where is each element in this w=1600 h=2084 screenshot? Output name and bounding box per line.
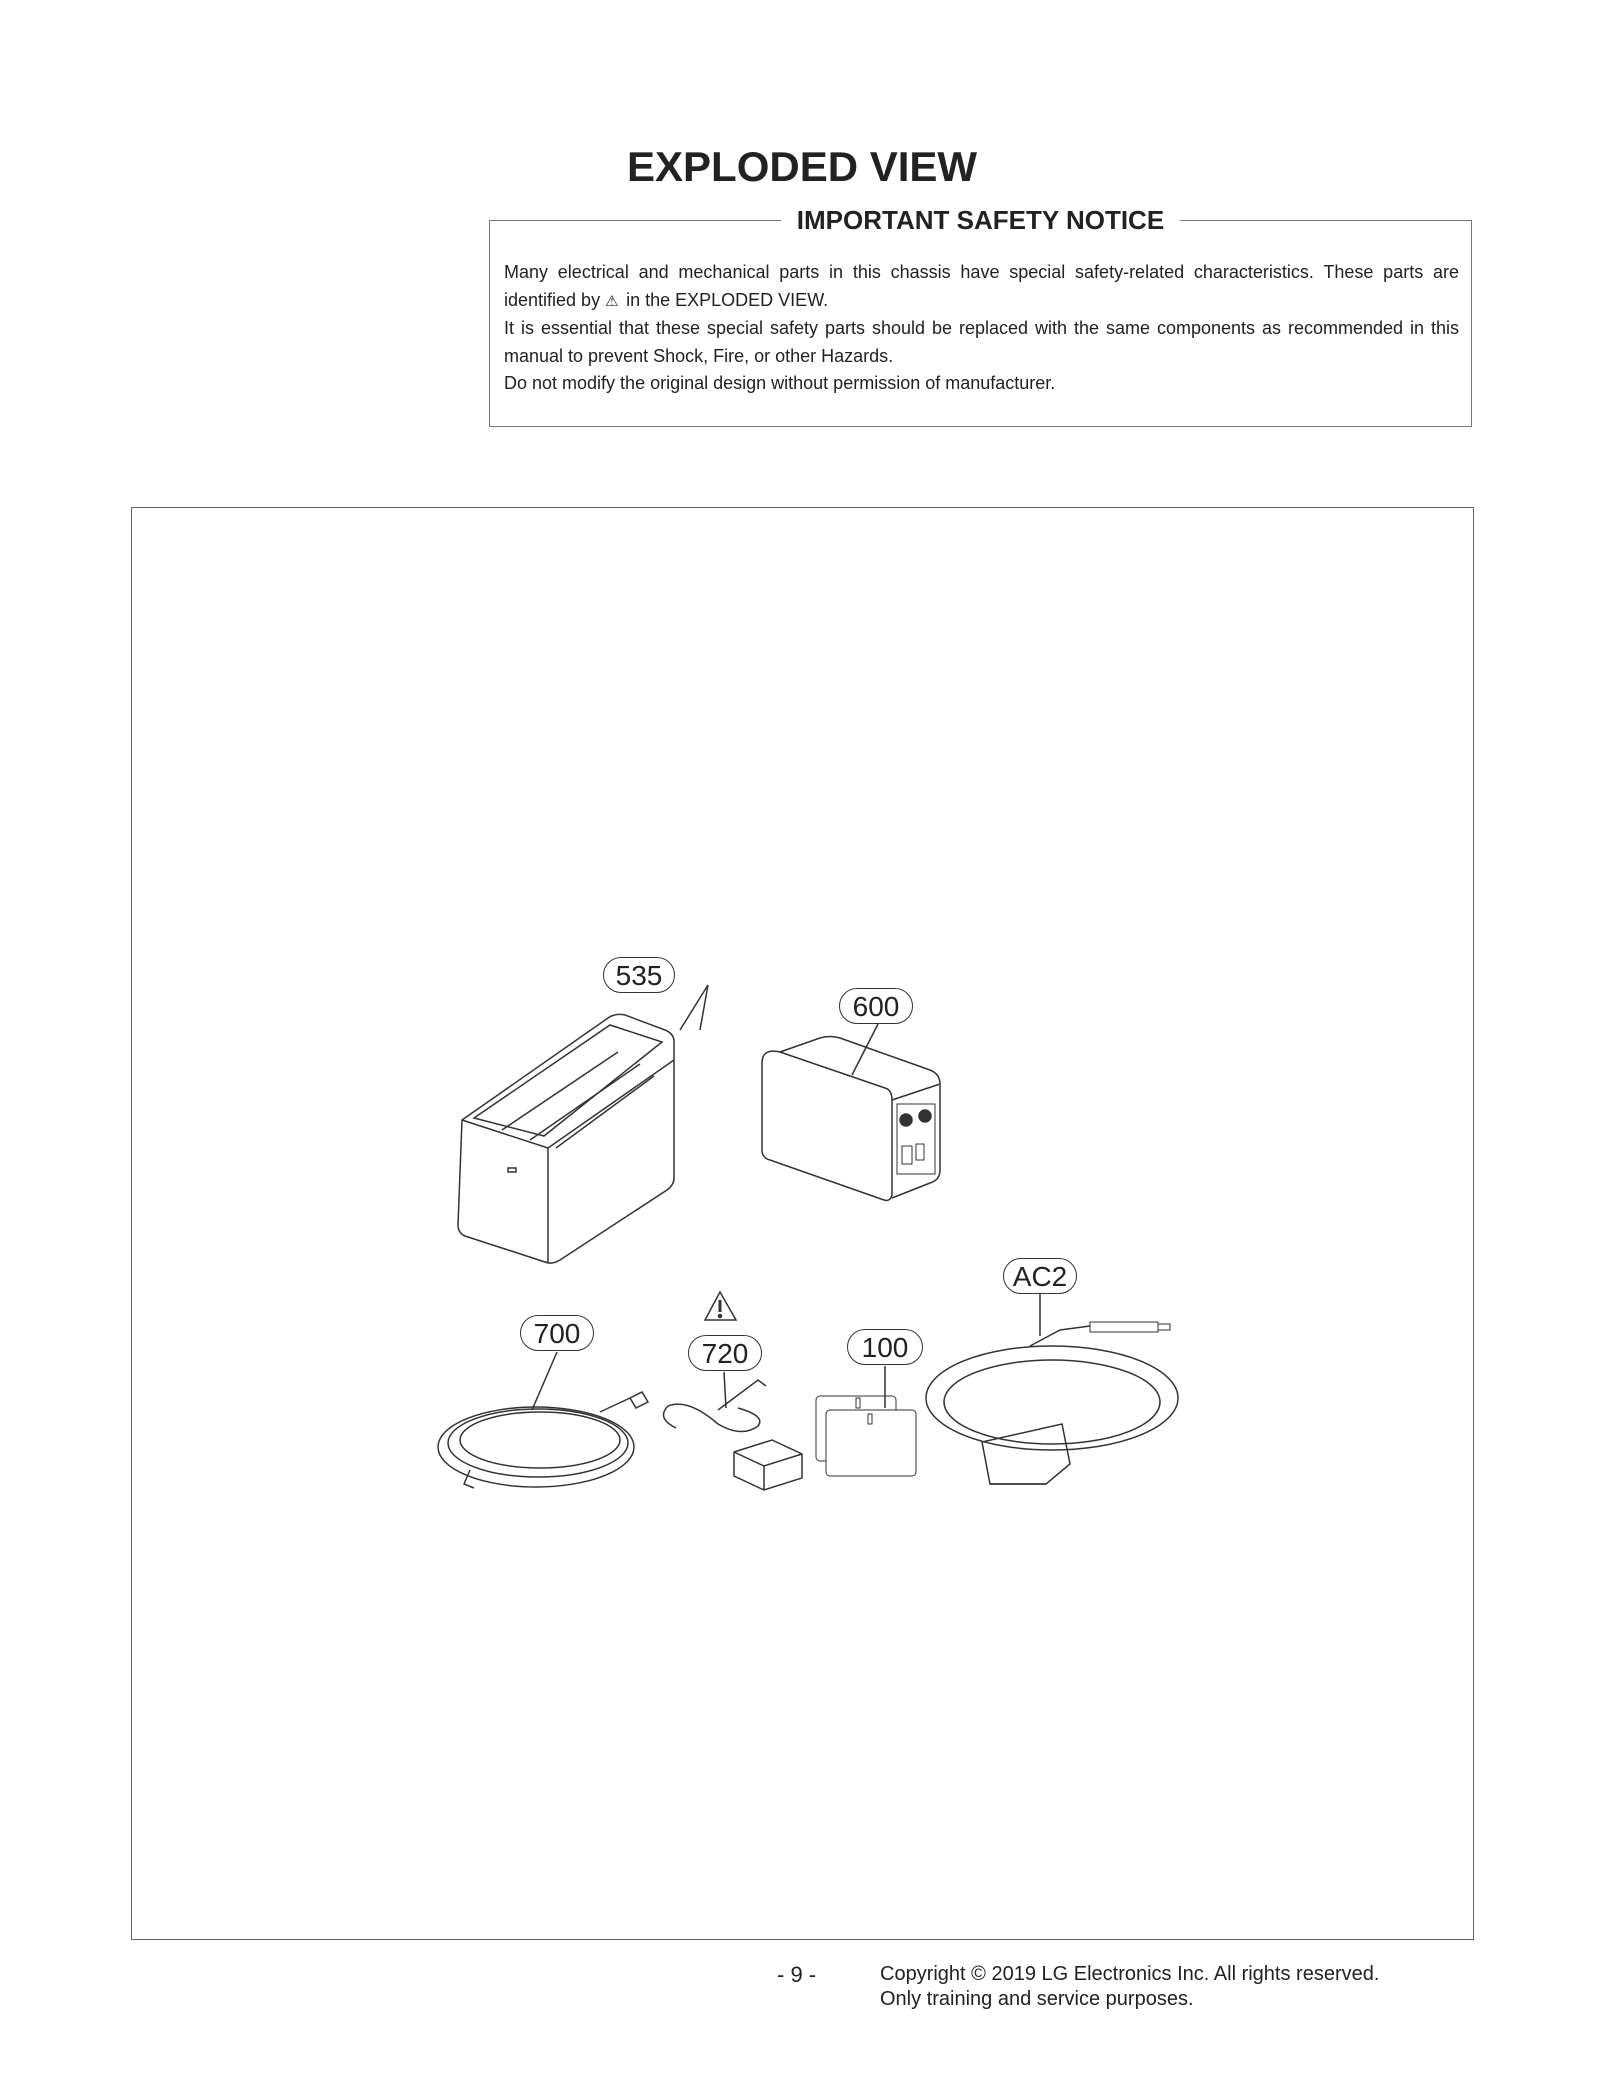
notice-line-3: Do not modify the original design without permission of manufacturer.: [504, 373, 1056, 393]
copyright-text: Copyright © 2019 LG Electronics Inc. All rights reserved.: [880, 1963, 1380, 1985]
part-600-box-illustration: [762, 1037, 940, 1201]
warning-triangle-icon: ⚠: [605, 292, 619, 310]
part-700-power-cord-illustration: [438, 1392, 648, 1488]
footer-copyright: [880, 1962, 1379, 2012]
part-callout-720: 720: [688, 1335, 762, 1371]
part-callout-600: 600: [839, 988, 913, 1024]
notice-line-1-end: in the EXPLODED VIEW.: [626, 289, 829, 310]
page-title: EXPLODED VIEW: [627, 143, 978, 190]
part-callout-700: 700: [520, 1315, 594, 1351]
safety-warning-triangle-icon: [705, 1292, 736, 1320]
safety-notice-heading-text: IMPORTANT SAFETY NOTICE: [781, 205, 1180, 235]
page-number: - 9 -: [777, 1962, 817, 1987]
part-535-cradle-illustration: [458, 1014, 674, 1263]
notice-line-2: It is essential that these special safety parts should be replaced with the same components as recommended in this manual to prevent Shock, Fire, or other Hazards.: [504, 318, 1459, 366]
part-100-manuals-illustration: [816, 1396, 916, 1476]
part-callout-100: 100: [847, 1329, 923, 1365]
part-ac2-cable-illustration: [926, 1322, 1178, 1484]
part-callout-ac2: AC2: [1003, 1258, 1077, 1294]
purpose-text: Only training and service purposes.: [880, 1988, 1194, 2010]
notice-line-1: Many electrical and mechanical parts in this chassis have special safety-related characteristics. These parts are identified by: [504, 262, 1459, 310]
part-720-ac-adapter-illustration: [664, 1380, 803, 1490]
part-callout-535: 535: [603, 957, 675, 993]
